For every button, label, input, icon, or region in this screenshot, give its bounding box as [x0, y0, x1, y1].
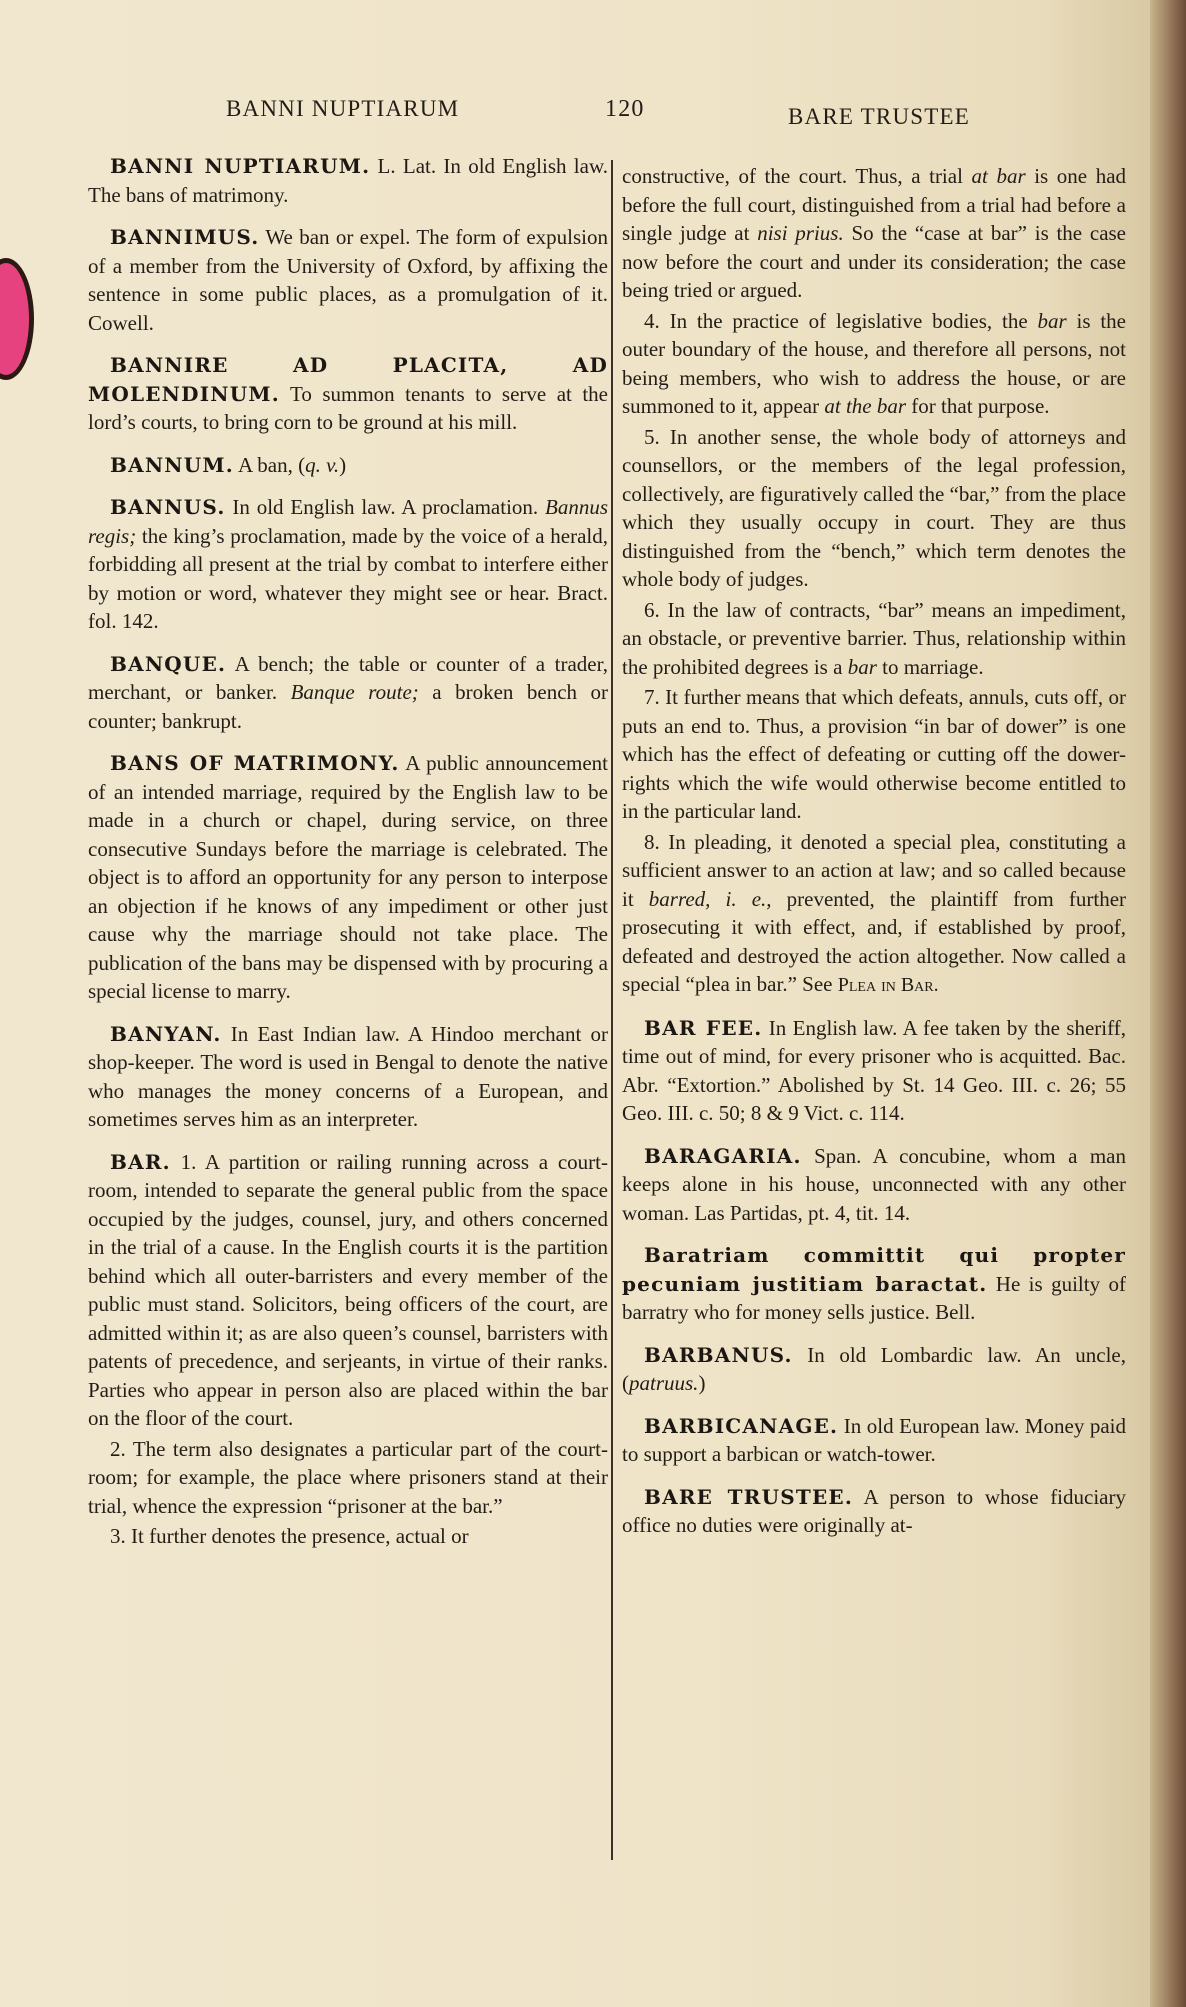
running-head-right: BARE TRUSTEE — [788, 104, 971, 129]
definition-italic: Bannus regis; — [88, 495, 608, 548]
definition-italic: q. v. — [305, 452, 340, 477]
definition: A bench; the table or counter of a trader, merchant, or banker. — [88, 651, 608, 704]
entry-bar-fee — [622, 1014, 1126, 1128]
definition: is the outer boundary of the house, and therefore all persons, not being members, who wish to address the house, or are summoned to it, appear — [622, 308, 1126, 418]
definition-italic: at the bar — [824, 394, 907, 418]
definition: A public announcement of an intended marriage, required by the English law to be made in a church or chapel, during service, on three consecutive Sundays before the marriage is celebrated. The object is to afford an opportunity for any person to interpose an objection if he knows of any impediment or other just cause why the marriage should not take place. The publication of the bans may be dispensed with by procuring a special license to marry. — [88, 751, 609, 1003]
definition-italic: patruus. — [629, 1371, 699, 1395]
entry-bar — [88, 1148, 608, 1433]
definition: A person to whose fiduciary office no duties were originally at- — [622, 1484, 1126, 1537]
latin-maxim: Baratriam committit qui propter pecuniam justitiam baractat. — [622, 1243, 1126, 1296]
entry-bare-trustee — [622, 1483, 1126, 1540]
definition: L. Lat. In old English law. The bans of matrimony. — [88, 154, 609, 207]
definition: 1. A partition or railing running across a court-room, intended to separate the general public from the space occupied by the judges, counsel, jury, and others concerned in the trial of a cause. In the English courts it is the partition behind which all outer-barristers and every member of the public must stand. Solicitors, being officers of the court, are admitted within it; as are also queen’s counsel, barristers with patents of precedence, and serjeants, in virtue of their ranks. Parties who appear in person also are placed within the bar on the floor of the court. — [88, 1149, 608, 1430]
definition: for that purpose. — [911, 394, 1050, 418]
definition: 6. In the law of contracts, “bar” means an impediment, an obstacle, or preventive barrier. Thus, relationship within the prohibited degrees is a — [622, 597, 1126, 679]
definition: to marriage. — [882, 654, 984, 679]
headword: BARAGARIA. — [644, 1143, 802, 1168]
definition: In East Indian law. A Hindoo merchant or shop-keeper. The word is used in Bengal to denote the native who manages the money concerns of a European, and sometimes serves him as an interpreter. — [88, 1021, 608, 1131]
definition: constructive, of the court. Thus, a trial — [622, 164, 963, 188]
definition-italic: bar — [847, 654, 877, 679]
definition-italic: at bar — [971, 164, 1026, 188]
entry-bar-sense-2 — [88, 1435, 608, 1521]
definition: 4. In the practice of legislative bodies, the — [644, 308, 1028, 333]
definition: In old European law. Money paid to support a barbican or watch-tower. — [622, 1413, 1127, 1466]
entry-bannum — [88, 451, 608, 480]
entry-bans-of-matrimony — [88, 749, 608, 1006]
column-divider — [611, 160, 613, 1860]
entry-bar-sense-7 — [622, 683, 1126, 826]
definition: 7. It further means that which defeats, annuls, cuts off, or puts an end to. Thus, a provision “in bar of dower” is one which has the effect of defeating or cutting off the dower-rights which the wife would otherwise become entitled to in the particular land. — [622, 685, 1126, 823]
entry-barbicanage — [622, 1412, 1126, 1469]
headword: BANS OF MATRIMONY. — [110, 751, 400, 775]
entry-banque — [88, 650, 608, 736]
entry-bar-sense-5 — [622, 423, 1126, 594]
entry-banni-nuptiarum — [88, 152, 608, 209]
definition: We ban or expel. The form of expulsion of a member from the University of Oxford, by affixing the sentence in some public places, as a promulgation of it. Cowell. — [88, 225, 609, 335]
definition: ) — [339, 452, 347, 477]
entry-baragaria — [622, 1142, 1126, 1228]
right-column — [622, 162, 1126, 1554]
headword: BANYAN. — [110, 1021, 222, 1046]
definition-italic: nisi prius. — [757, 221, 844, 245]
headword: BANNUM. — [110, 452, 234, 477]
entry-barbanus — [622, 1341, 1126, 1398]
definition: Span. A concubine, whom a man keeps alone in his house, unconnected with any other woman. Las Partidas, pt. 4, tit. 14. — [622, 1143, 1127, 1225]
definition: ) — [698, 1371, 706, 1395]
definition-italic: barred, i. e., — [648, 886, 772, 911]
entry-bannire-ad-placita — [88, 351, 608, 437]
definition: In old English law. A proclamation. — [232, 495, 539, 519]
headword: BAR. — [110, 1149, 171, 1174]
definition: 2. The term also designates a particular part of the court-room; for example, the place where prisoners stand at their trial, whence the expression “prisoner at the bar.” — [88, 1436, 608, 1518]
headword: BANNIRE AD PLACITA, AD MOLENDINUM. — [88, 353, 608, 406]
entry-bar-sense-3 — [88, 1522, 608, 1551]
entry-bannus — [88, 493, 608, 636]
running-head — [0, 96, 1150, 136]
definition: In old Lombardic law. An uncle, ( — [622, 1342, 1127, 1395]
page-number: 120 — [605, 96, 645, 122]
entry-bar-sense-6 — [622, 596, 1126, 682]
headword: BANQUE. — [110, 651, 227, 676]
running-head-left: BANNI NUPTIARUM — [226, 96, 460, 121]
headword: BARBICANAGE. — [644, 1413, 839, 1438]
definition: a broken bench or counter; bankrupt. — [88, 680, 609, 733]
entry-baratriam-maxim — [622, 1241, 1126, 1327]
definition: prevented, the plaintiff from further prosecuting it with effect, and, if established by proof, defeated and destroyed the action altogether. Now called a special “plea in bar.” See — [622, 886, 1127, 996]
definition: To summon tenants to serve at the lord’s courts, to bring corn to be ground at his mill. — [88, 381, 609, 434]
entry-bar-sense-3-continued — [622, 162, 1126, 305]
cross-reference: Plea in Bar. — [837, 974, 939, 996]
headword: BARE TRUSTEE. — [644, 1484, 853, 1509]
definition: is one had before the full court, distinguished from a trial had before a single judge at — [622, 164, 1127, 245]
left-column — [88, 152, 608, 1553]
definition: So the “case at bar” is the case now before the court and under its consideration; the case being tried or argued. — [622, 221, 1127, 302]
headword: BANNUS. — [110, 495, 226, 519]
entry-bar-sense-8 — [622, 828, 1126, 1000]
definition: In English law. A fee taken by the sheriff, time out of mind, for every prisoner who is acquitted. Bac. Abr. “Extortion.” Abolished by St. 14 Geo. III. c. 26; 55 Geo. III. c. 50; 8 & 9 Vict. c. 114. — [622, 1015, 1126, 1125]
definition-italic: Banque route; — [290, 680, 419, 704]
entry-banyan — [88, 1020, 608, 1134]
entry-bar-sense-4 — [622, 307, 1126, 421]
headword: BAR FEE. — [644, 1015, 763, 1040]
definition: A ban, ( — [238, 452, 306, 477]
pink-tab-marker — [0, 258, 34, 380]
definition: He is guilty of barratry who for money sells justice. Bell. — [622, 1271, 1126, 1324]
entry-bannimus — [88, 223, 608, 337]
definition: 8. In pleading, it denoted a special plea, constituting a sufficient answer to an action at law; and so called because it — [622, 829, 1126, 911]
page-edge — [1150, 0, 1186, 2007]
definition: 5. In another sense, the whole body of attorneys and counsellors, or the members of the legal profession, collectively, are figuratively called the “bar,” from the place which they usually occupy in court. They are thus distinguished from the “bench,” which term denotes the whole body of judges. — [622, 424, 1126, 591]
headword: BARBANUS. — [644, 1342, 793, 1367]
headword: BANNIMUS. — [110, 225, 260, 249]
definition-italic: bar — [1037, 308, 1067, 333]
headword: BANNI NUPTIARUM. — [110, 154, 371, 178]
definition: the king’s proclamation, made by the voice of a herald, forbidding all present at the trial by combat to interfere either by motion or word, whatever they might see or hear. Bract. fol. 142. — [88, 523, 609, 633]
definition: 3. It further denotes the presence, actual or — [110, 1524, 469, 1548]
